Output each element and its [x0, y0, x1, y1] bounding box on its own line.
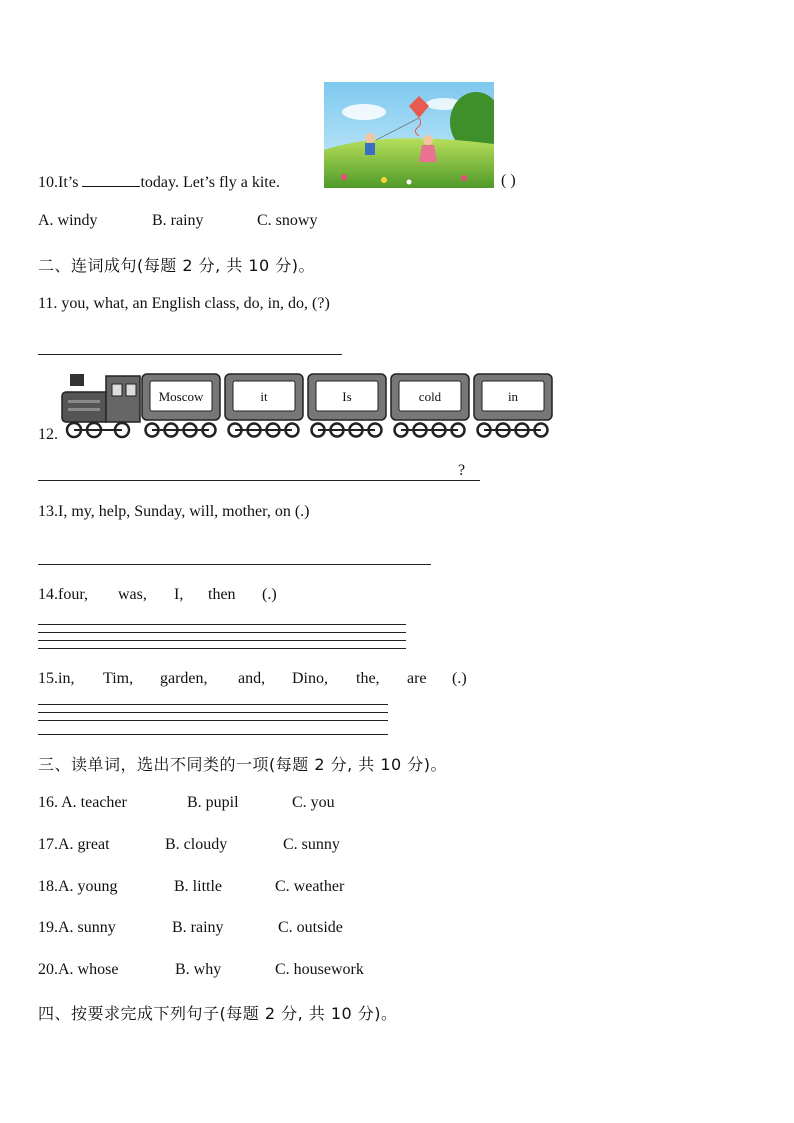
q17-option-c[interactable]: C. sunny: [283, 836, 340, 853]
q15-word: 15.in,: [38, 670, 75, 687]
answer-line[interactable]: [38, 480, 480, 481]
q17-option-a[interactable]: 17.A. great: [38, 836, 110, 853]
option-a[interactable]: A. windy: [38, 212, 98, 229]
q15-word: (.): [452, 670, 467, 687]
q15-word: Dino,: [292, 670, 328, 687]
q18-option-c[interactable]: C. weather: [275, 878, 345, 895]
train-word: cold: [418, 389, 442, 404]
writing-line[interactable]: [38, 624, 406, 625]
train-word: in: [507, 389, 519, 404]
writing-line[interactable]: [38, 720, 388, 721]
train-word: Moscow: [158, 389, 204, 404]
q16-option-b[interactable]: B. pupil: [187, 794, 239, 811]
q19-option-a[interactable]: 19.A. sunny: [38, 919, 116, 936]
section-3-title: 三、读单词，选出不同类的一项(每题 2 分, 共 10 分)。: [38, 755, 448, 774]
q14-word: (.): [262, 586, 277, 603]
answer-blank[interactable]: [82, 172, 140, 187]
option-c[interactable]: C. snowy: [257, 212, 318, 229]
writing-line[interactable]: [38, 648, 406, 649]
answer-line[interactable]: [38, 354, 342, 355]
q20-option-c[interactable]: C. housework: [275, 961, 364, 978]
q15-word: and,: [238, 670, 266, 687]
q14-word: was,: [118, 586, 147, 603]
q14-word: then: [208, 586, 236, 603]
question-10: [38, 172, 280, 192]
train-word: Is: [342, 389, 352, 404]
train-car: [308, 374, 386, 437]
q17-option-b[interactable]: B. cloudy: [165, 836, 228, 853]
train-word: it: [260, 389, 268, 404]
train-car: [391, 374, 469, 437]
q15-word: are: [407, 670, 427, 687]
section-4-title: 四、按要求完成下列句子(每题 2 分, 共 10 分)。: [38, 1004, 398, 1023]
writing-line[interactable]: [38, 632, 406, 633]
q20-option-a[interactable]: 20.A. whose: [38, 961, 119, 978]
q18-option-a[interactable]: 18.A. young: [38, 878, 118, 895]
writing-line[interactable]: [38, 640, 406, 641]
writing-line[interactable]: [38, 712, 388, 713]
q16-option-a[interactable]: 16. A. teacher: [38, 794, 127, 811]
option-b[interactable]: B. rainy: [152, 212, 204, 229]
q15-word: garden,: [160, 670, 208, 687]
answer-line[interactable]: [38, 564, 431, 565]
q20-option-b[interactable]: B. why: [175, 961, 222, 978]
train-car: [474, 374, 552, 437]
question-10-number: 10.: [38, 174, 58, 191]
q19-option-c[interactable]: C. outside: [278, 919, 343, 936]
kite-illustration: [324, 82, 494, 188]
train-svg: [60, 370, 560, 442]
question-13: 13.I, my, help, Sunday, will, mother, on (.): [38, 503, 310, 520]
q14-word: I,: [174, 586, 184, 603]
locomotive-icon: [62, 374, 140, 437]
writing-line[interactable]: [38, 734, 388, 735]
q15-word: the,: [356, 670, 380, 687]
writing-line[interactable]: [38, 704, 388, 705]
train-illustration: [60, 370, 560, 442]
q19-option-b[interactable]: B. rainy: [172, 919, 224, 936]
train-car: [142, 374, 220, 437]
q15-word: Tim,: [103, 670, 134, 687]
answer-bracket[interactable]: ( ): [501, 172, 516, 189]
kite-flying-illustration-icon: [324, 82, 494, 188]
q14-word: 14.four,: [38, 586, 89, 603]
question-10-prefix: It’s: [58, 174, 79, 191]
q18-option-b[interactable]: B. little: [174, 878, 222, 895]
question-12-end-mark: ?: [458, 462, 466, 479]
question-10-suffix: today. Let’s fly a kite.: [140, 174, 280, 191]
section-2-title: 二、连词成句(每题 2 分, 共 10 分)。: [38, 256, 316, 275]
question-11: 11. you, what, an English class, do, in, do, (?): [38, 295, 330, 312]
train-car: [225, 374, 303, 437]
question-12-number: 12.: [38, 426, 58, 443]
q16-option-c[interactable]: C. you: [292, 794, 335, 811]
